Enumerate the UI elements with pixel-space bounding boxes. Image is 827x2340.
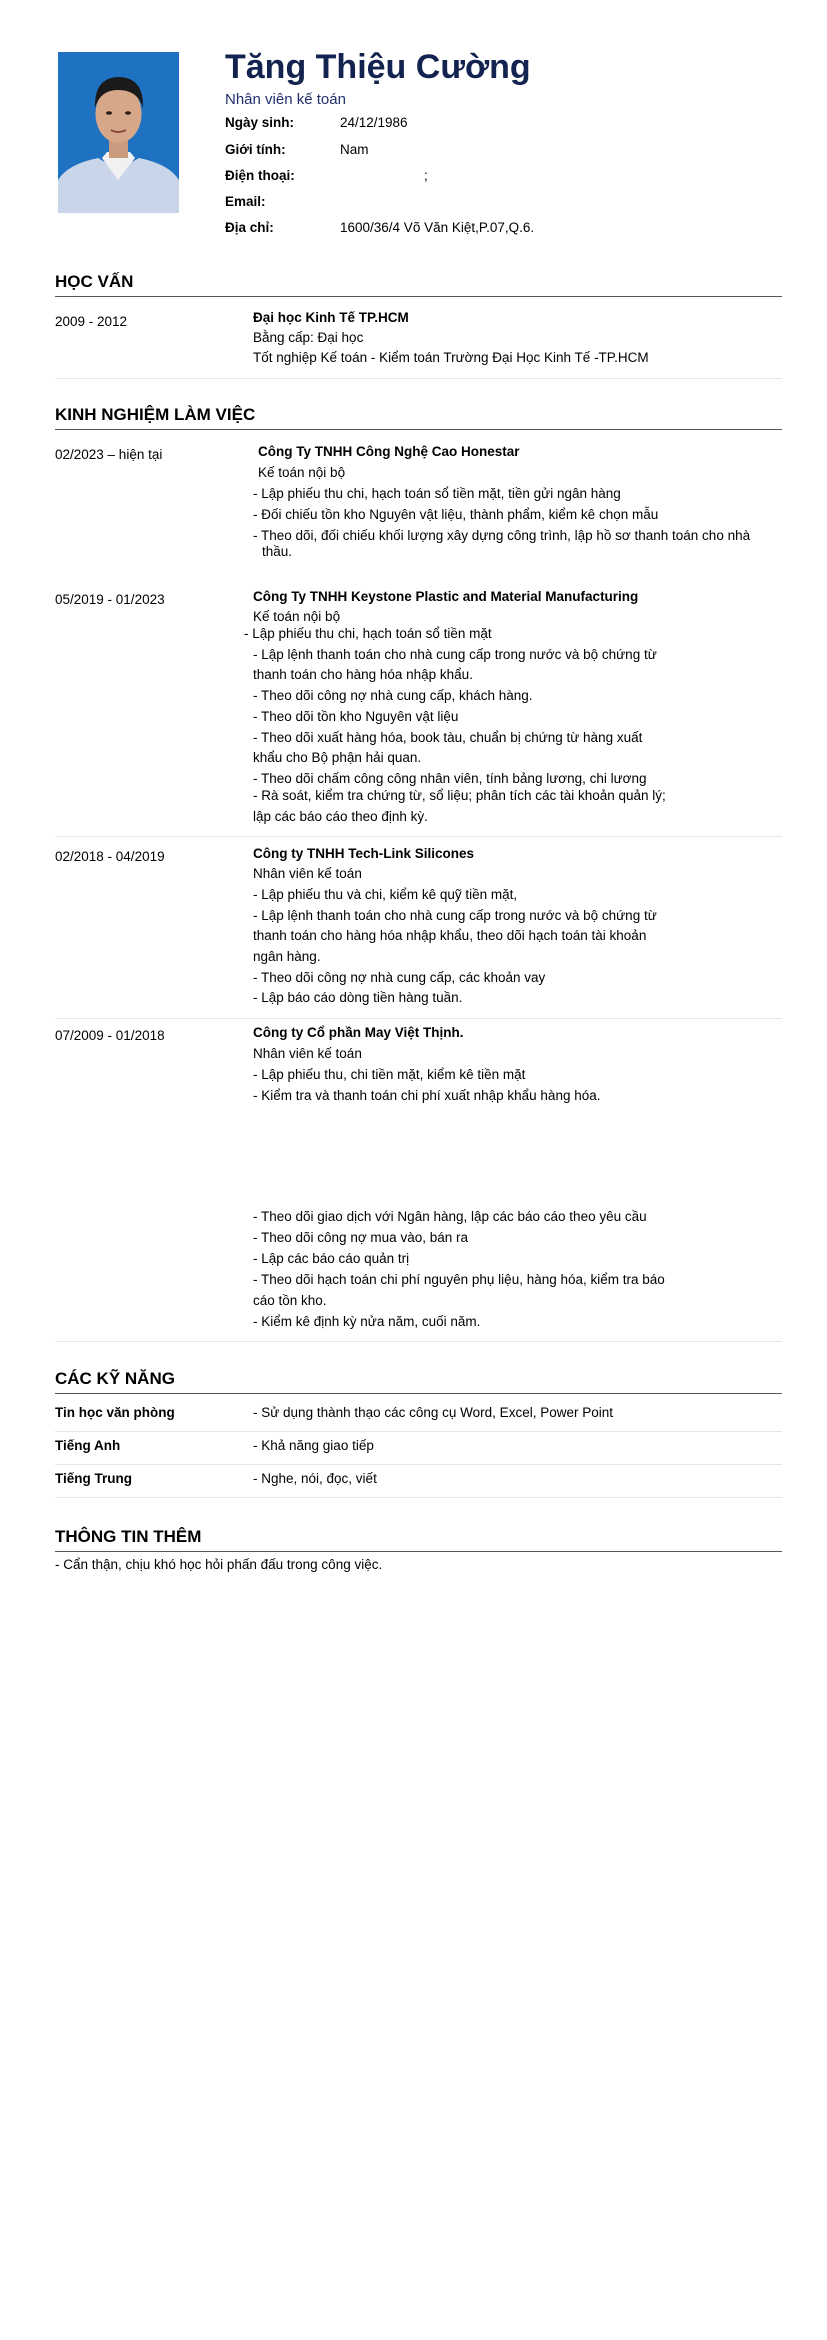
info-row-phone	[225, 168, 428, 183]
education-degree: Bằng cấp: Đại học	[253, 330, 364, 345]
gender-value: Nam	[340, 142, 369, 157]
address-label: Địa chỉ:	[225, 220, 274, 235]
job-4-line: cáo tồn kho.	[253, 1293, 327, 1308]
job-1-line: - Theo dõi, đối chiếu khối lượng xây dựng công trình, lập hồ sơ thanh toán cho nhà	[253, 528, 751, 543]
skill-desc: - Sử dụng thành thạo các công cụ Word, Excel, Power Point	[253, 1405, 613, 1420]
info-row-dob	[225, 115, 408, 130]
job-3-line: ngân hàng.	[253, 949, 321, 964]
education-heading: HỌC VẤN	[55, 272, 134, 291]
row-divider	[55, 1341, 782, 1342]
job-4-line: - Theo dõi hạch toán chi phí nguyên phụ liệu, hàng hóa, kiểm tra báo	[253, 1272, 665, 1287]
job-1-role: Kế toán nội bộ	[258, 465, 346, 480]
dob-value: 24/12/1986	[340, 115, 408, 130]
job-4-line: - Theo dõi công nợ mua vào, bán ra	[253, 1230, 468, 1245]
education-detail: Tốt nghiệp Kế toán - Kiểm toán Trường Đại Học Kinh Tế -TP.HCM	[253, 350, 649, 365]
experience-heading: KINH NGHIỆM LÀM VIỆC	[55, 405, 256, 424]
row-divider	[55, 1431, 782, 1432]
phone-value: ;	[424, 168, 428, 183]
job-2-line: - Rà soát, kiểm tra chứng từ, sổ liệu; phân tích các tài khoản quản lý;	[253, 788, 666, 803]
job-4-line: - Lập phiếu thu, chi tiền mặt, kiểm kê tiền mặt	[253, 1067, 526, 1082]
job-3-company: Công ty TNHH Tech-Link Silicones	[253, 846, 475, 861]
skills-heading: CÁC KỸ NĂNG	[55, 1369, 175, 1388]
dob-label: Ngày sinh:	[225, 115, 295, 130]
skill-desc: - Khả năng giao tiếp	[253, 1438, 374, 1453]
candidate-name: Tăng Thiệu Cường	[225, 48, 531, 86]
additional-text: - Cẩn thận, chịu khó học hỏi phấn đấu trong công việc.	[55, 1557, 383, 1572]
info-row-address	[225, 220, 534, 235]
job-4-line: - Lập các báo cáo quản trị	[253, 1251, 410, 1266]
job-2-company: Công Ty TNHH Keystone Plastic and Material Manufacturing	[253, 589, 639, 604]
row-divider	[55, 1464, 782, 1465]
job-2-line: lập các báo cáo theo định kỳ.	[253, 809, 428, 824]
info-row-email	[225, 194, 340, 209]
job-2-line: thanh toán cho hàng hóa nhập khẩu.	[253, 667, 473, 682]
job-4-company: Công ty Cổ phần May Việt Thịnh.	[253, 1025, 464, 1040]
skill-name: Tin học văn phòng	[55, 1405, 175, 1420]
job-3-line: thanh toán cho hàng hóa nhập khẩu, theo dõi hạch toán tài khoản	[253, 928, 647, 943]
job-3-line: - Theo dõi công nợ nhà cung cấp, các khoản vay	[253, 970, 546, 985]
skill-name: Tiếng Anh	[55, 1438, 121, 1453]
job-3-date: 02/2018 - 04/2019	[55, 849, 165, 864]
job-2-line: - Theo dõi công nợ nhà cung cấp, khách hàng.	[253, 688, 533, 703]
row-divider	[55, 1018, 782, 1019]
job-1-date: 02/2023 – hiện tại	[55, 447, 163, 462]
phone-label: Điện thoại:	[225, 168, 295, 183]
job-3-role: Nhân viên kế toán	[253, 866, 362, 881]
job-2-role: Kế toán nội bộ	[253, 609, 341, 624]
job-2-line: - Theo dõi chấm công công nhân viên, tính bảng lương, chi lương	[253, 771, 647, 786]
job-3-line: - Lập báo cáo dòng tiền hàng tuần.	[253, 990, 463, 1005]
job-2-line: - Theo dõi tồn kho Nguyên vật liệu	[253, 709, 459, 724]
job-2-line: - Theo dõi xuất hàng hóa, book tàu, chuẩn bị chứng từ hàng xuất	[253, 730, 643, 745]
row-divider	[55, 836, 782, 837]
job-1-company: Công Ty TNHH Công Nghệ Cao Honestar	[258, 444, 520, 459]
job-3-line: - Lập lệnh thanh toán cho nhà cung cấp trong nước và bộ chứng từ	[253, 908, 657, 923]
job-title: Nhân viên kế toán	[225, 91, 346, 108]
job-2-line: khẩu cho Bộ phận hải quan.	[253, 750, 422, 765]
job-1-line: - Đối chiếu tồn kho Nguyên vật liệu, thành phẩm, kiểm kê chọn mẫu	[253, 507, 659, 522]
profile-photo	[58, 52, 179, 213]
email-label: Email:	[225, 194, 266, 209]
job-4-line: - Kiểm tra và thanh toán chi phí xuất nhập khẩu hàng hóa.	[253, 1088, 601, 1103]
additional-heading: THÔNG TIN THÊM	[55, 1527, 202, 1546]
education-school: Đại học Kinh Tế TP.HCM	[253, 310, 409, 325]
job-4-line: - Kiểm kê định kỳ nửa năm, cuối năm.	[253, 1314, 481, 1329]
job-4-role: Nhân viên kế toán	[253, 1046, 362, 1061]
address-value: 1600/36/4 Võ Văn Kiệt,P.07,Q.6.	[340, 220, 535, 235]
gender-label: Giới tính:	[225, 142, 286, 157]
row-divider	[55, 1497, 782, 1498]
job-2-date: 05/2019 - 01/2023	[55, 592, 165, 607]
skill-name: Tiếng Trung	[55, 1471, 132, 1486]
job-3-line: - Lập phiếu thu và chi, kiểm kê quỹ tiền mặt,	[253, 887, 518, 902]
job-4-date: 07/2009 - 01/2018	[55, 1028, 165, 1043]
row-divider	[55, 378, 782, 379]
info-row-gender	[225, 142, 369, 157]
experience-divider	[55, 429, 782, 430]
skills-divider	[55, 1393, 782, 1394]
job-4-line: - Theo dõi giao dịch với Ngân hàng, lập các báo cáo theo yêu cầu	[253, 1209, 647, 1224]
job-1-line: thầu.	[262, 544, 293, 559]
additional-divider	[55, 1551, 782, 1552]
education-divider	[55, 296, 782, 297]
job-1-line: - Lập phiếu thu chi, hạch toán sổ tiền mặt, tiền gửi ngân hàng	[253, 486, 621, 501]
job-2-line: - Lập phiếu thu chi, hạch toán sổ tiền mặt	[244, 626, 492, 641]
education-date: 2009 - 2012	[55, 314, 128, 329]
skill-desc: - Nghe, nói, đọc, viết	[253, 1471, 377, 1486]
job-2-line: - Lập lệnh thanh toán cho nhà cung cấp trong nước và bộ chứng từ	[253, 647, 657, 662]
avatar	[58, 52, 179, 213]
